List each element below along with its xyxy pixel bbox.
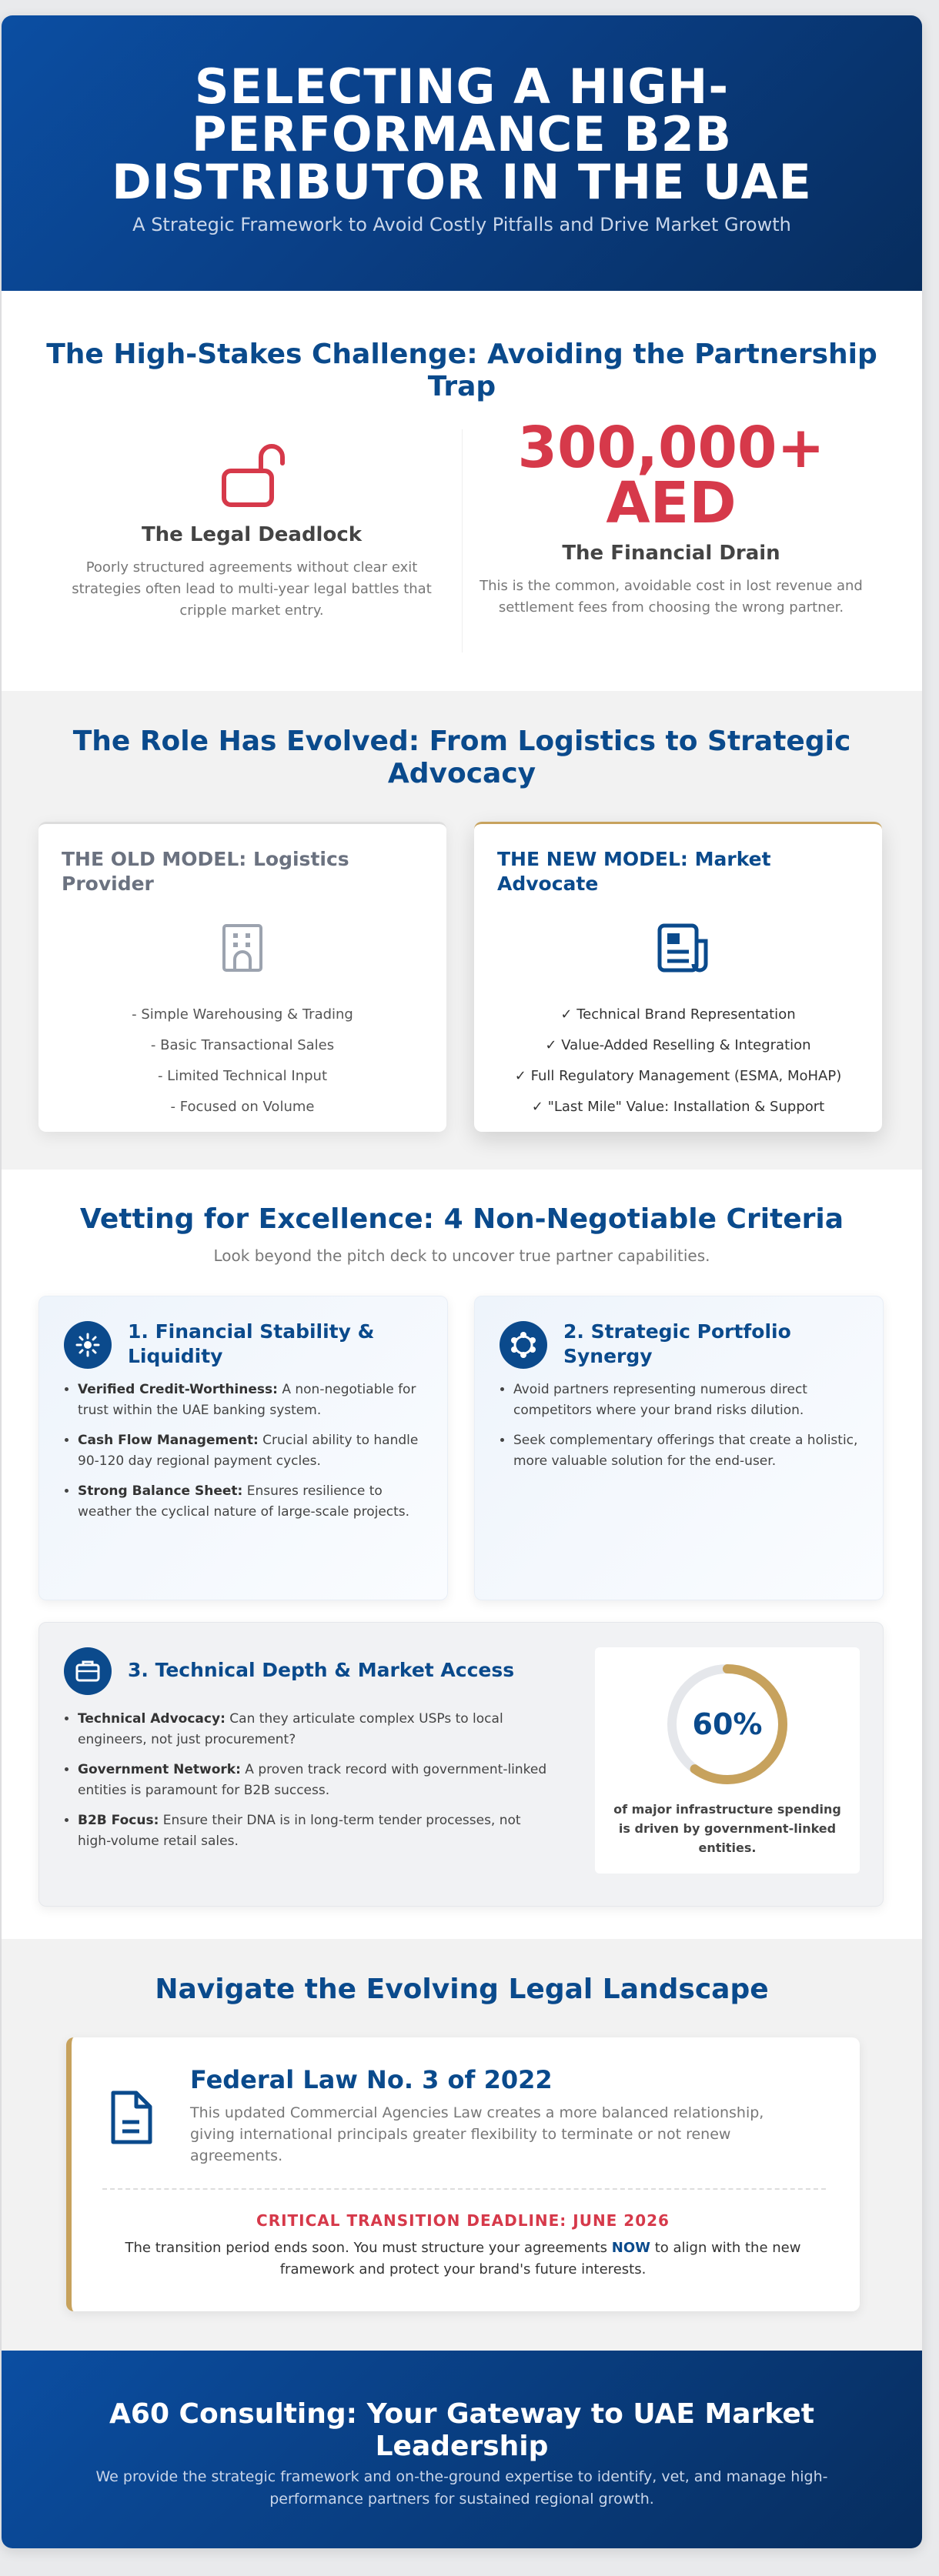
sparkle-coin-icon [64,1321,112,1369]
criterion-list-portfolio [498,1380,875,1481]
challenge-title: The High-Stakes Challenge: Avoiding the Partnership Trap [46,339,877,402]
deadline-notice: The transition period ends soon. You must structure your agreements NOW to align with the new framework and protect your brand's future interests. [125,2240,801,2277]
evolution-section [2,691,922,1170]
list-item: • Verified Credit-Worthiness: A non-negotiable for trust within the UAE banking system. [78,1380,439,1421]
financial-drain-text: This is the common, avoidable cost in lost revenue and settlement fees from choosing the wrong partner. [480,578,863,616]
new-model-title: THE NEW MODEL: Market Advocate [497,848,771,895]
donut-percent-label: 60% [692,1707,763,1741]
list-item: • Cash Flow Management: Crucial ability to handle 90-120 day regional payment cycles. [78,1430,439,1472]
criterion-list-financial [62,1380,439,1532]
deadline-warning: CRITICAL TRANSITION DEADLINE: JUNE 2026 [256,2211,670,2230]
list-item: • Avoid partners representing numerous direct competitors where your brand risks dilution. [513,1380,875,1421]
criterion-list-technical [62,1709,555,1861]
criteria-subtitle: Look beyond the pitch deck to uncover true partner capabilities. [213,1246,710,1265]
evolution-title: The Role Has Evolved: From Logistics to Strategic Advocacy [72,726,851,789]
list-item: - Simple Warehousing & Trading [132,1006,353,1023]
financial-drain-column [479,415,864,619]
hero-banner [2,15,922,291]
unlocked-padlock-icon [59,437,444,511]
criterion-title-financial: 1. Financial Stability & Liquidity [128,1320,375,1367]
infographic-card [2,15,922,2548]
financial-drain-heading: The Financial Drain [562,542,780,565]
list-item: • Government Network: A proven track record with government-linked entities is paramount for B2B success. [78,1760,555,1801]
legal-deadlock-text: Poorly structured agreements without clear exit strategies often lead to multi-year legal battles that cripple market entry. [72,559,432,619]
page-subtitle: A Strategic Framework to Avoid Costly Pitfalls and Drive Market Growth [132,214,791,235]
list-item: - Focused on Volume [170,1099,315,1115]
footer-title: A60 Consulting: Your Gateway to UAE Market Leadership [109,2398,814,2462]
legal-section [2,1939,922,2351]
now-emphasis: NOW [611,2240,650,2256]
page-title: SELECTING A HIGH-PERFORMANCE B2B DISTRIBUTOR IN THE UAE [112,58,812,210]
criterion-title-technical: 3. Technical Depth & Market Access [128,1659,515,1681]
list-item: • Strong Balance Sheet: Ensures resilience to weather the cyclical nature of large-scale projects. [78,1481,439,1523]
new-model-card [474,822,882,1132]
criterion-title-portfolio: 2. Strategic Portfolio Synergy [563,1320,791,1367]
criteria-section [2,1170,922,1939]
criterion-card-portfolio [474,1296,884,1600]
law-title: Federal Law No. 3 of 2022 [190,2065,553,2094]
column-divider [462,429,463,652]
dashed-divider [102,2188,826,2190]
list-item: - Basic Transactional Sales [150,1037,335,1053]
old-model-card [38,822,446,1132]
list-item: - Limited Technical Input [157,1068,328,1084]
document-newspaper-icon [657,923,710,976]
list-item: ✓ Full Regulatory Management (ESMA, MoHAP) [514,1068,842,1084]
legal-title: Navigate the Evolving Legal Landscape [155,1974,769,2005]
legal-deadlock-column [59,429,444,622]
new-model-list [474,999,882,1123]
list-item: ✓ "Last Mile" Value: Installation & Support [531,1099,825,1115]
old-model-title: THE OLD MODEL: Logistics Provider [62,848,349,895]
list-item: • Technical Advocacy: Can they articulate complex USPs to local engineers, not just procurement? [78,1709,555,1750]
puzzle-gear-icon [500,1321,547,1369]
legal-deadlock-heading: The Legal Deadlock [141,523,363,546]
legal-document-icon [109,2088,155,2150]
warehouse-building-icon [221,923,264,976]
footer-text: We provide the strategic framework and on-the-ground expertise to identify, vet, and manage high-performance partners for sustained regional growth. [95,2468,828,2508]
criterion-card-technical [38,1622,884,1907]
list-item: • B2B Focus: Ensure their DNA is in long-term tender processes, not high-volume retail sales. [78,1810,555,1852]
law-description: This updated Commercial Agencies Law creates a more balanced relationship, giving international principals greater flexibility to terminate or not renew agreements. [190,2104,764,2164]
briefcase-icon [64,1647,112,1695]
footer-banner [2,2351,922,2548]
donut-caption: of major infrastructure spending is driven by government-linked entities. [613,1802,841,1855]
challenge-section [2,291,922,691]
criterion-card-financial [38,1296,448,1600]
old-model-list [38,999,446,1123]
list-item: ✓ Technical Brand Representation [560,1006,796,1023]
list-item: ✓ Value-Added Reselling & Integration [545,1037,811,1053]
cost-stat: 300,000+ AED [517,415,825,536]
law-card [66,2037,860,2311]
list-item: • Seek complementary offerings that create a holistic, more valuable solution for the end-user. [513,1430,875,1472]
government-spending-stat [595,1647,860,1874]
criteria-title: Vetting for Excellence: 4 Non-Negotiable Criteria [79,1203,844,1235]
